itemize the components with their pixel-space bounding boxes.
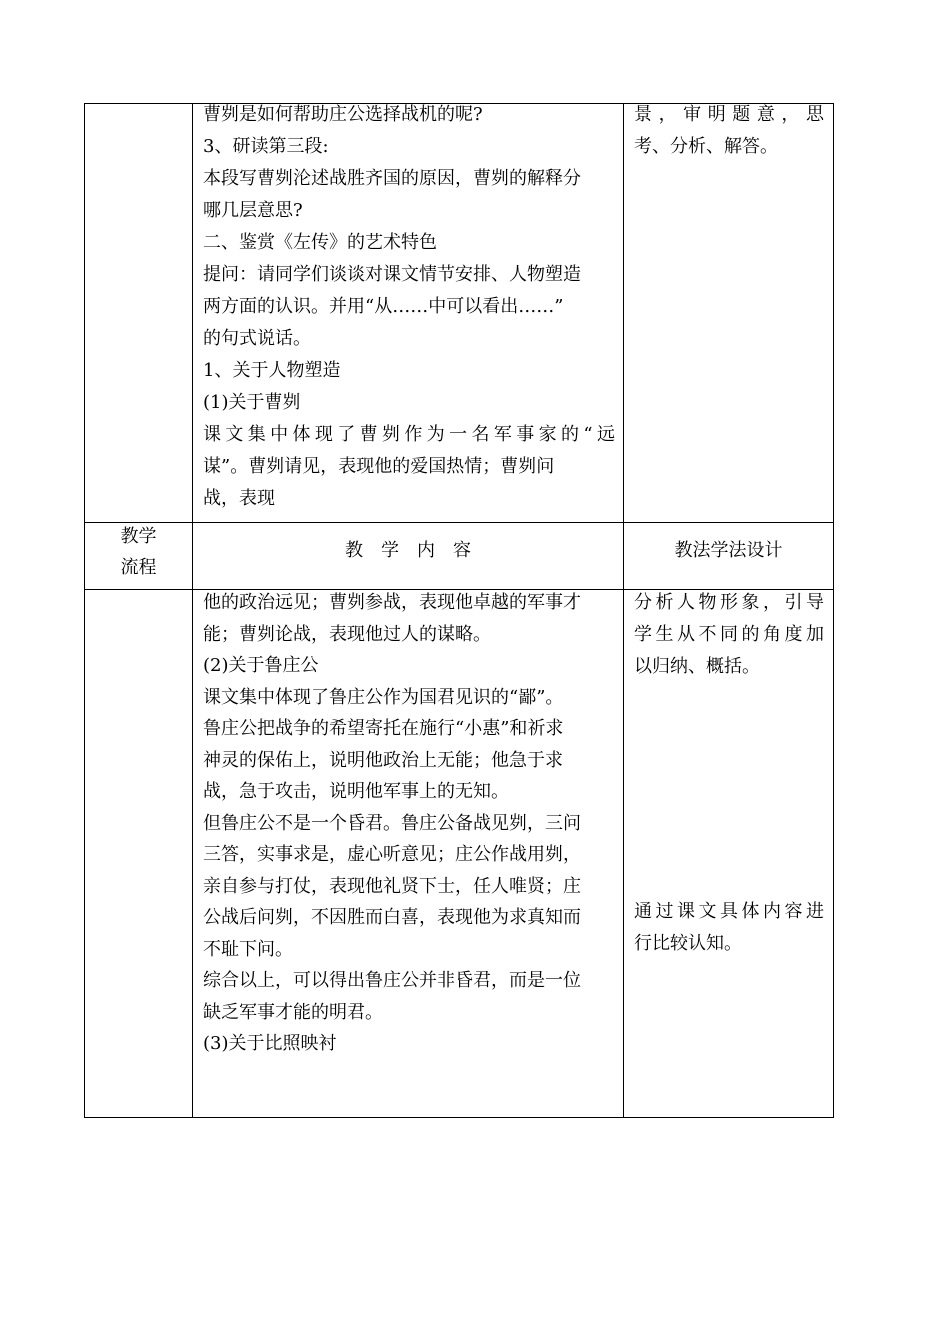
bottom-method-cell-b: [634, 896, 824, 960]
content-line: 他的政治远见；曹刿参战，表现他卓越的军事才: [203, 592, 581, 613]
content-line: 两方面的认识。并用“从……中可以看出……”: [203, 296, 564, 317]
content-line: 谋”。曹刿请见，表现他的爱国热情；曹刿问: [203, 456, 555, 477]
content-line: 课文集中体现了鲁庄公作为国君见识的“鄙”。: [203, 686, 564, 708]
content-line: 二、鉴赏《左传》的艺术特色: [203, 232, 437, 253]
content-line: (1)关于曹刿: [203, 392, 301, 413]
content-line: 战，急于攻击，说明他军事上的无知。: [203, 781, 509, 802]
content-line: 本段写曹刿沦述战胜齐国的原因，曹刿的解释分: [203, 168, 581, 189]
bottom-content-cell: [203, 587, 615, 1060]
bottom-method-cell-a: [634, 587, 824, 683]
content-line: 不耻下问。: [203, 938, 293, 960]
content-line: 神灵的保佑上，说明他政治上无能；他急于求: [203, 749, 563, 771]
content-line: 3、研读第三段:: [203, 136, 329, 157]
content-line: 曹刿是如何帮助庄公选择战机的呢?: [203, 104, 483, 125]
method-line: 通过课文具体内容进: [634, 901, 824, 922]
header-teaching-content: 教 学 内 容: [345, 540, 471, 561]
content-line: 1、关于人物塑造: [203, 360, 341, 381]
header-flow-line: 教学: [120, 526, 157, 547]
method-line: 分析人物形象，引导: [634, 592, 824, 613]
header-teaching-flow: [85, 521, 192, 583]
content-line: 但鲁庄公不是一个昏君。鲁庄公备战见刿，三问: [203, 812, 581, 834]
content-line: 能；曹刿论战，表现他过人的谋略。: [203, 623, 491, 645]
method-line: 以归纳、概括。: [634, 656, 760, 677]
top-method-cell: [634, 99, 824, 163]
method-line: 考、分析、解答。: [634, 136, 778, 157]
content-line: 亲自参与打仗，表现他礼贤下士，任人唯贤；庄: [203, 875, 581, 897]
content-line: 哪几层意思?: [203, 200, 303, 221]
column-divider-2: [623, 103, 624, 1118]
content-line: 综合以上，可以得出鲁庄公并非昏君，而是一位: [203, 970, 581, 991]
row-divider-1: [84, 522, 834, 523]
content-line: 的句式说话。: [203, 328, 311, 349]
method-line: 景，审明题意，思: [634, 104, 824, 125]
table-left-border: [84, 103, 85, 1118]
column-divider-1: [192, 103, 193, 1118]
method-line: 学生从不同的角度加: [634, 624, 824, 645]
header-method-design: 教法学法设计: [674, 540, 783, 561]
top-content-cell: [203, 99, 615, 515]
content-line: 提问：请同学们谈谈对课文情节安排、人物塑造: [203, 264, 581, 285]
method-line: 行比较认知。: [634, 933, 742, 954]
table-right-border: [833, 103, 834, 1118]
content-line: 三答，实事求是，虚心听意见；庄公作战用刿，: [203, 844, 581, 865]
content-line: 课文集中体现了曹刿作为一名军事家的“远: [203, 424, 615, 445]
content-line: (2)关于鲁庄公: [203, 655, 319, 676]
content-line: 鲁庄公把战争的希望寄托在施行“小惠”和祈求: [203, 718, 564, 739]
content-line: 缺乏军事才能的明君。: [203, 1001, 383, 1023]
content-line: 公战后问刿，不因胜而白喜，表现他为求真知而: [203, 907, 581, 928]
content-line: 战，表现: [203, 488, 275, 509]
header-flow-line: 流程: [120, 557, 157, 578]
content-line: (3)关于比照映衬: [203, 1033, 337, 1054]
table-bottom-border: [84, 1117, 834, 1118]
